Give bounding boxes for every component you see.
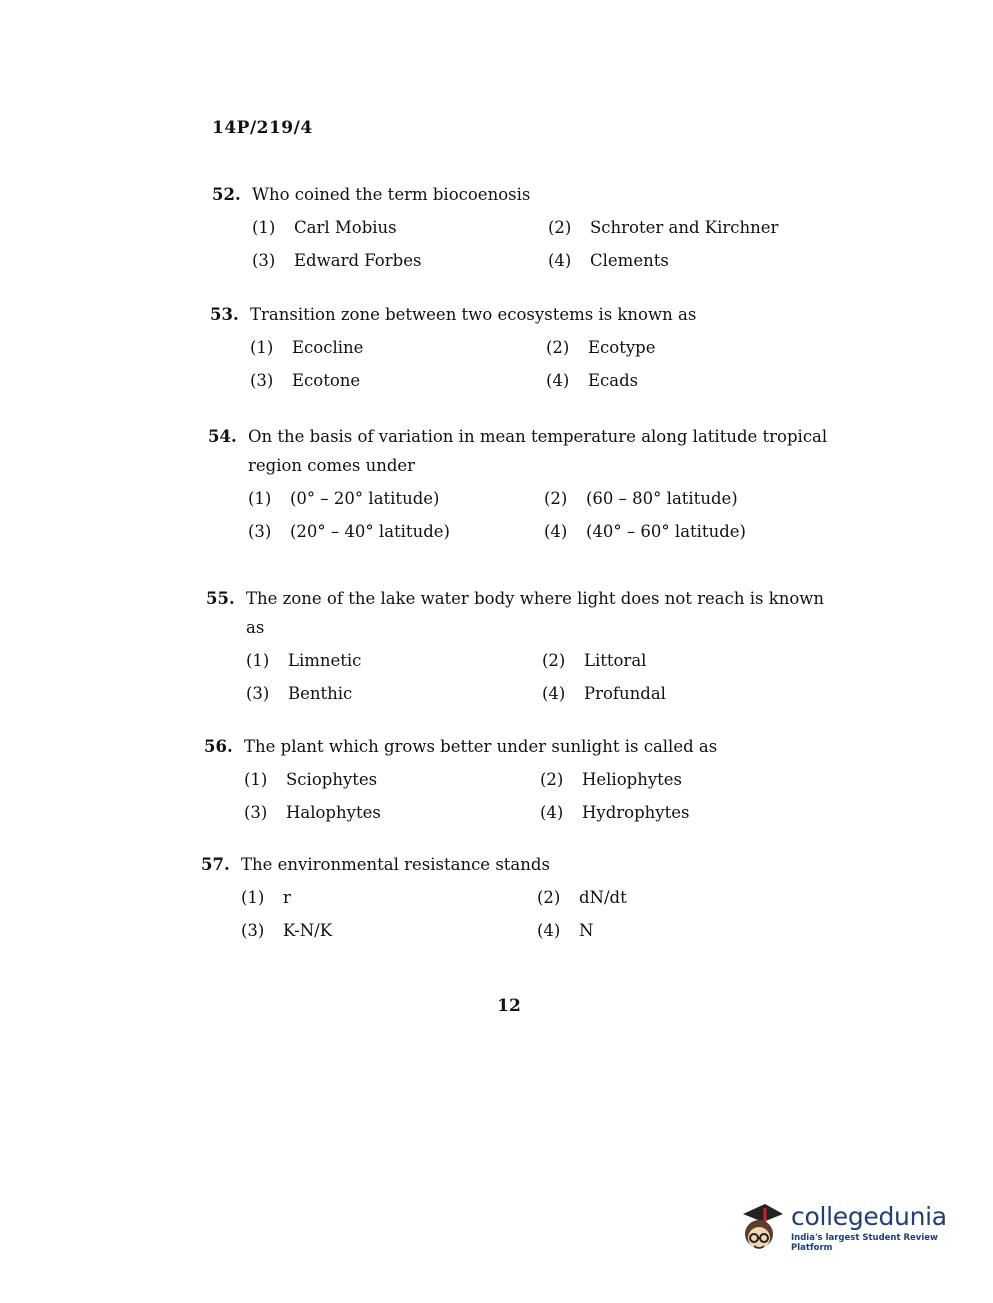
option-3: (3) Benthic [246,684,353,703]
option-3: (3) K-N/K [241,921,333,940]
option-1: (1) Sciophytes [244,770,378,789]
option-4: (4) (40° – 60° latitude) [544,522,746,541]
question-54 [208,422,848,544]
option-3: (3) Edward Forbes [252,251,422,270]
paper-code: 14P/219/4 [212,118,313,138]
brand-tagline: India's largest Student Review Platform [791,1233,938,1253]
option-2: (2) dN/dt [537,888,627,907]
option-2: (2) Ecotype [546,338,656,357]
option-4: (4) Profundal [542,684,666,703]
question-text: The zone of the lake water body where light does not reach is known as [246,589,825,637]
question-text: Who coined the term biocoenosis [252,185,531,204]
question-56 [204,732,844,825]
option-3: (3) Ecotone [250,371,361,390]
question-number: 53. [210,305,239,324]
question-number: 52. [212,185,241,204]
option-2: (2) Schroter and Kirchner [548,218,779,237]
option-1: (1) r [241,888,291,907]
option-4: (4) Hydrophytes [540,803,690,822]
question-55 [206,584,846,706]
mascot-with-graduation-cap-icon [735,1200,785,1256]
option-1: (1) Ecocline [250,338,364,357]
option-2: (2) Heliophytes [540,770,683,789]
question-number: 57. [201,855,230,874]
question-number: 56. [204,737,233,756]
question-text: The environmental resistance stands [241,855,550,874]
question-52 [212,180,852,273]
question-53 [210,300,850,393]
option-4: (4) Clements [548,251,669,270]
brand-name: collegedunia [791,1202,947,1231]
question-number: 54. [208,427,237,446]
option-2: (2) (60 – 80° latitude) [544,489,738,508]
option-1: (1) Limnetic [246,651,362,670]
option-1: (1) (0° – 20° latitude) [248,489,440,508]
page-number: 12 [497,996,521,1016]
question-number: 55. [206,589,235,608]
collegedunia-logo [735,1196,975,1260]
option-4: (4) Ecads [546,371,639,390]
option-1: (1) Carl Mobius [252,218,397,237]
option-3: (3) (20° – 40° latitude) [248,522,450,541]
question-text: On the basis of variation in mean temperature along latitude tropical region comes under [248,427,828,475]
question-57 [201,850,841,943]
option-4: (4) N [537,921,594,940]
question-text: Transition zone between two ecosystems is known as [250,305,697,324]
question-text: The plant which grows better under sunlight is called as [244,737,718,756]
option-2: (2) Littoral [542,651,647,670]
option-3: (3) Halophytes [244,803,381,822]
